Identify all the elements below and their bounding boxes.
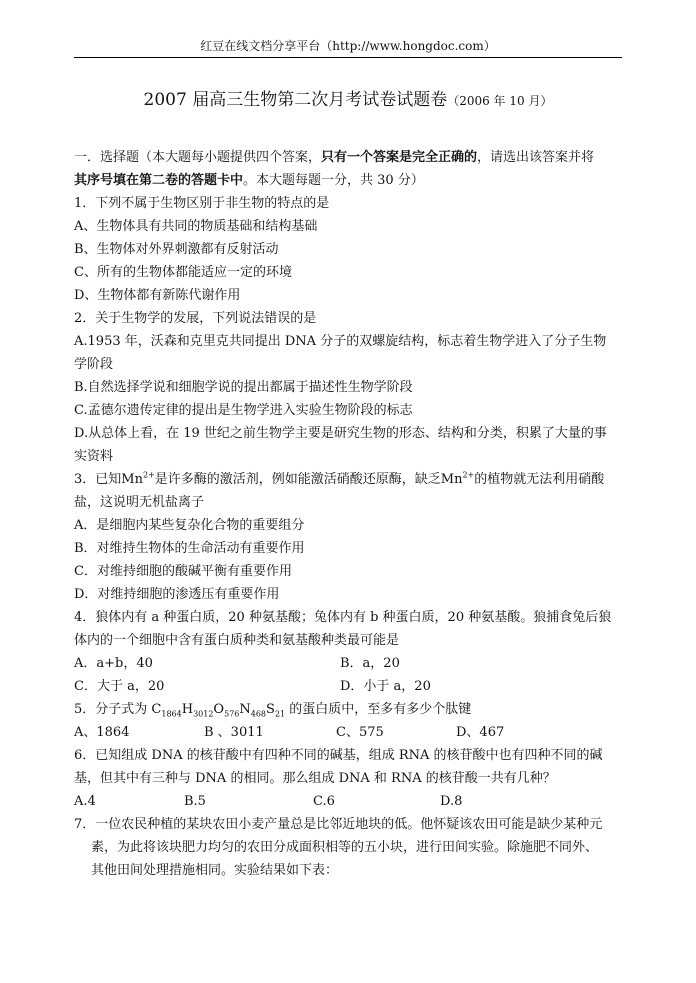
answer-option: A.1953 年，沃森和克里克共同提出 DNA 分子的双螺旋结构，标志着生物学进入了分子生物 xyxy=(74,334,607,349)
answer-option: A.4 xyxy=(74,794,96,809)
question-stem: 4．狼体内有 a 种蛋白质，20 种氨基酸；兔体内有 b 种蛋白质，20 种氨基酸。狼捕食兔后狼 xyxy=(74,610,612,625)
answer-option-row xyxy=(74,721,634,744)
answer-option: D.从总体上看，在 19 世纪之前生物学主要是研究生物的形态、结构和分类，积累了大量的事 xyxy=(74,426,607,441)
answer-option: C．对维持细胞的酸碱平衡有重要作用 xyxy=(74,564,292,579)
answer-option: C、所有的生物体都能适应一定的环境 xyxy=(74,265,292,280)
answer-option: B、生物体对外界刺激都有反射活动 xyxy=(74,242,279,257)
question-stem: 6．已知组成 DNA 的核苷酸中有四种不同的碱基，组成 RNA 的核苷酸中也有四种不同的碱 xyxy=(74,748,603,763)
section-intro-line1: 一．选择题（本大题每小题提供四个答案，只有一个答案是完全正确的，请选出该答案并将 xyxy=(74,150,595,165)
question-stem-continued: 素，为此将该块肥力均匀的农田分成面积相等的五小块，进行田间实验。除施肥不同外、 xyxy=(91,840,599,855)
answer-option: C、575 xyxy=(336,725,384,740)
answer-option: D、467 xyxy=(456,725,505,740)
question-stem: 1．下列不属于生物区别于非生物的特点的是 xyxy=(74,196,330,211)
question-stem-continued: 体内的一个细胞中含有蛋白质种类和氨基酸种类最可能是 xyxy=(74,633,400,648)
question-stem: 7．一位农民种植的某块农田小麦产量总是比邻近地块的低。他怀疑该农田可能是缺少某种元 xyxy=(74,817,603,832)
question-stem-continued: 基，但其中有三种与 DNA 的相同。那么组成 DNA 和 RNA 的核苷酸一共有几种？ xyxy=(74,771,556,786)
answer-option: D、生物体都有新陈代谢作用 xyxy=(74,288,241,303)
answer-option: C．大于 a，20 xyxy=(74,679,165,694)
answer-option-row xyxy=(74,675,634,698)
answer-option-continued: 学阶段 xyxy=(74,357,114,372)
answer-option: B．a，20 xyxy=(340,656,400,671)
section-intro-line2: 其序号填在第二卷的答题卡中。本大题每题一分，共 30 分） xyxy=(74,173,424,188)
answer-option: A．a+b，40 xyxy=(74,656,153,671)
answer-option: B.5 xyxy=(184,794,206,809)
question-stem-continued: 盐，这说明无机盐离子 xyxy=(74,495,205,510)
answer-option: B.自然选择学说和细胞学说的提出都属于描述性生物学阶段 xyxy=(74,380,413,395)
exam-content xyxy=(74,146,634,882)
answer-option: D．小于 a，20 xyxy=(340,679,431,694)
bold-instruction: 其序号填在第二卷的答题卡中 xyxy=(74,173,244,188)
answer-option: A、生物体具有共同的物质基础和结构基础 xyxy=(74,219,318,234)
answer-option: B．对维持生物体的生命活动有重要作用 xyxy=(74,541,305,556)
page-header: 红豆在线文档分享平台（http://www.hongdoc.com） xyxy=(200,39,496,53)
answer-option: C.6 xyxy=(313,794,335,809)
question-stem: 2．关于生物学的发展，下列说法错误的是 xyxy=(74,311,317,326)
answer-option-row xyxy=(74,790,634,813)
answer-option: A．是细胞内某些复杂化合物的重要组分 xyxy=(74,518,305,533)
answer-option: D．对维持细胞的渗透压有重要作用 xyxy=(74,587,280,602)
question-stem: 5．分子式为 $C_{1864}H_{3012}O_{576}N_{468}S_{21}$ 的蛋白质中，至多有多少个肽键 xyxy=(74,702,472,719)
answer-option: A、1864 xyxy=(74,725,130,740)
answer-option-continued: 实资料 xyxy=(74,449,114,464)
header-divider xyxy=(74,57,622,58)
exam-title-main: 2007 届高三生物第二次月考试卷试题卷 xyxy=(143,90,448,110)
answer-option: C.孟德尔遗传定律的提出是生物学进入实验生物阶段的标志 xyxy=(74,403,413,418)
question-stem: 3．已知$Mn^{2+}$是许多酶的激活剂，例如能激活硝酸还原酶，缺乏$Mn^{2+}$的植物就无法利用硝酸 xyxy=(74,470,605,487)
answer-option-row xyxy=(74,652,634,675)
bold-instruction: 只有一个答案是完全正确的 xyxy=(321,150,478,165)
exam-title-date: （2006 年 10 月） xyxy=(447,94,553,108)
answer-option: B 、3011 xyxy=(204,725,264,740)
question-stem-continued: 其他田间处理措施相同。实验结果如下表： xyxy=(91,863,339,878)
exam-title xyxy=(0,88,696,113)
answer-option: D.8 xyxy=(440,794,463,809)
